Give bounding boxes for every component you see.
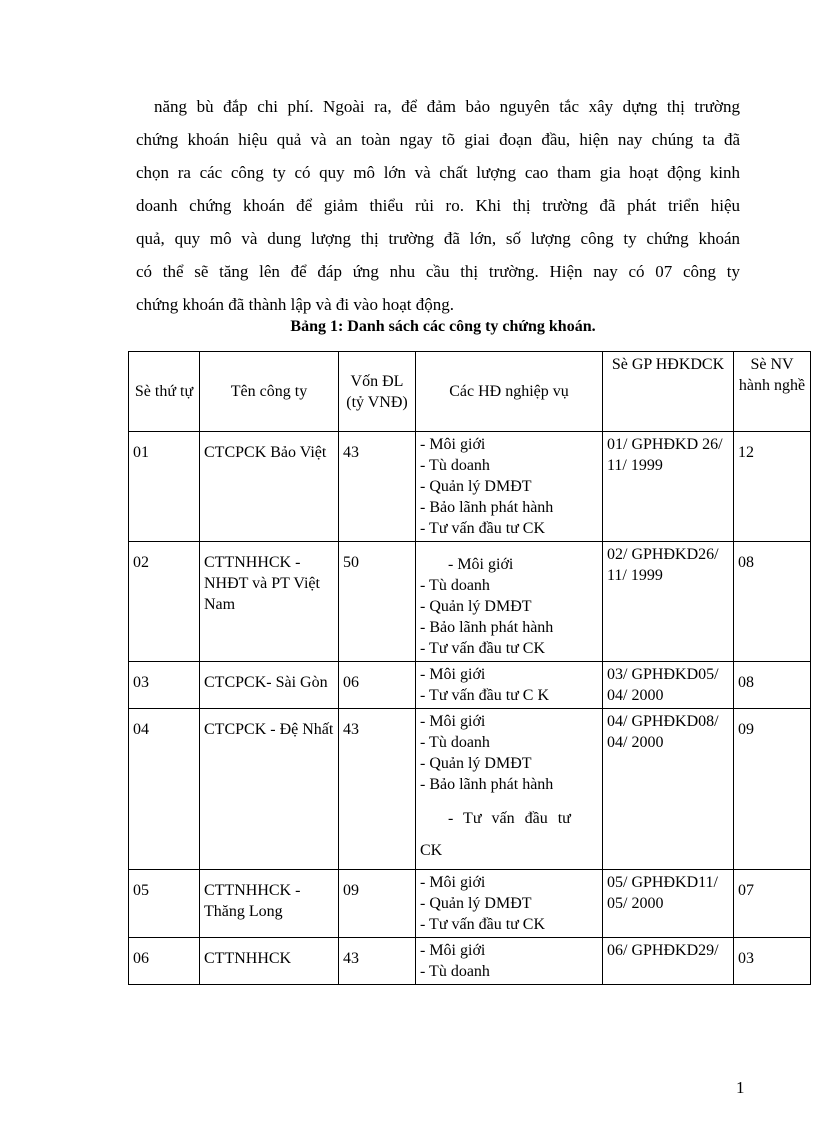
header-no: Sè thứ tự — [129, 352, 200, 432]
header-staff: Sè NV hành nghề — [734, 352, 811, 432]
cell-capital: 43 — [339, 432, 416, 542]
cell-license: 05/ GPHĐKD11/ 05/ 2000 — [603, 870, 734, 938]
cell-capital: 50 — [339, 542, 416, 662]
header-capital: Vốn ĐL (tỷ VNĐ) — [339, 352, 416, 432]
page-number: 1 — [736, 1078, 745, 1097]
activity-item: - Môi giới — [420, 436, 486, 453]
cell-no: 05 — [129, 870, 200, 938]
activity-item: - Môi giới — [420, 713, 486, 730]
paragraph-line: có thể sẽ tăng lên để đáp ứng nhu cầu thị trường. Hiện nay có 07 công ty — [136, 262, 740, 281]
table-caption: Bảng 1: Danh sách các công ty chứng khoán. — [290, 318, 596, 335]
cell-capital: 09 — [339, 870, 416, 938]
cell-license: 03/ GPHĐKD05/ 04/ 2000 — [603, 662, 734, 709]
activity-item: - Quản lý DMĐT — [420, 755, 532, 772]
cell-no: 03 — [129, 662, 200, 709]
activity-item: - Bảo lãnh phát hành — [420, 776, 554, 793]
paragraph-line: chứng khoán đã thành lập và đi vào hoạt động. — [136, 295, 454, 314]
activity-item: - Tư vấn đầu tư CK — [420, 640, 546, 657]
activity-item: - Quản lý DMĐT — [420, 598, 532, 615]
paragraph-line: doanh chứng khoán để giảm thiểu rủi ro. Khi thị trường đã phát triển hiệu — [136, 196, 740, 215]
cell-activities — [416, 662, 603, 709]
cell-capital: 43 — [339, 709, 416, 870]
paragraph-line: chọn ra các công ty có quy mô lớn và chất lượng cao tham gia hoạt động kinh — [136, 163, 740, 182]
cell-capital: 43 — [339, 938, 416, 985]
cell-license: 02/ GPHĐKD26/ 11/ 1999 — [603, 542, 734, 662]
cell-company-name: CTTNHHCK - NHĐT và PT Việt Nam — [200, 542, 339, 662]
activity-item: - Môi giới — [420, 874, 486, 891]
activity-item: - Môi giới — [420, 942, 486, 959]
cell-activities — [416, 938, 603, 985]
table-row — [129, 662, 811, 709]
paragraph-line: năng bù đắp chi phí. Ngoài ra, để đảm bảo nguyên tắc xây dựng thị trường — [154, 97, 740, 116]
cell-license: 06/ GPHĐKD29/ — [603, 938, 734, 985]
activity-item: - Tù doanh — [420, 734, 490, 751]
cell-staff: 09 — [734, 709, 811, 870]
cell-license: 04/ GPHĐKD08/ 04/ 2000 — [603, 709, 734, 870]
table-row — [129, 709, 811, 870]
activity-item: - Bảo lãnh phát hành — [420, 499, 554, 516]
cell-company-name: CTCPCK Bảo Việt — [200, 432, 339, 542]
activity-item: - Bảo lãnh phát hành — [420, 619, 554, 636]
activity-item: - Môi giới — [448, 556, 514, 573]
activity-item: - Tù doanh — [420, 963, 490, 980]
activity-item: - Tư vấn đầu tư CK — [420, 916, 546, 933]
table-row — [129, 870, 811, 938]
activity-item: - Quản lý DMĐT — [420, 478, 532, 495]
securities-companies-table — [128, 351, 811, 985]
table-row — [129, 432, 811, 542]
cell-no: 06 — [129, 938, 200, 985]
header-license: Sè GP HĐKDCK — [603, 352, 734, 432]
activity-item: - Tư vấn đầu tư CK — [420, 520, 546, 537]
cell-company-name: CTCPCK - Đệ Nhất — [200, 709, 339, 870]
cell-staff: 07 — [734, 870, 811, 938]
cell-no: 04 — [129, 709, 200, 870]
cell-staff: 08 — [734, 662, 811, 709]
activity-item: - Quản lý DMĐT — [420, 895, 532, 912]
table-row — [129, 542, 811, 662]
cell-activities — [416, 870, 603, 938]
cell-capital: 06 — [339, 662, 416, 709]
cell-company-name: CTCPCK- Sài Gòn — [200, 662, 339, 709]
activity-item: - Tù doanh — [420, 577, 490, 594]
cell-activities — [416, 432, 603, 542]
header-company-name: Tên công ty — [200, 352, 339, 432]
table-row — [129, 938, 811, 985]
cell-activities — [416, 709, 603, 870]
header-activities: Các HĐ nghiệp vụ — [416, 352, 603, 432]
table-header-row — [129, 352, 811, 432]
cell-no: 01 — [129, 432, 200, 542]
activity-item: - Tư vấn đầu tư CK — [420, 810, 571, 859]
activity-item: - Tư vấn đầu tư C K — [420, 687, 550, 704]
activity-item: - Tù doanh — [420, 457, 490, 474]
cell-activities — [416, 542, 603, 662]
activity-item: - Môi giới — [420, 666, 486, 683]
paragraph-line: quả, quy mô và dung lượng thị trường đã lớn, số lượng công ty chứng khoán — [136, 229, 740, 248]
paragraph-line: chứng khoán hiệu quả và an toàn ngay tõ giai đoạn đầu, hiện nay chúng ta đã — [136, 130, 740, 149]
body-paragraph — [136, 90, 740, 321]
cell-staff: 03 — [734, 938, 811, 985]
cell-staff: 08 — [734, 542, 811, 662]
cell-company-name: CTTNHHCK - Thăng Long — [200, 870, 339, 938]
cell-license: 01/ GPHĐKD 26/ 11/ 1999 — [603, 432, 734, 542]
cell-company-name: CTTNHHCK — [200, 938, 339, 985]
cell-no: 02 — [129, 542, 200, 662]
cell-staff: 12 — [734, 432, 811, 542]
